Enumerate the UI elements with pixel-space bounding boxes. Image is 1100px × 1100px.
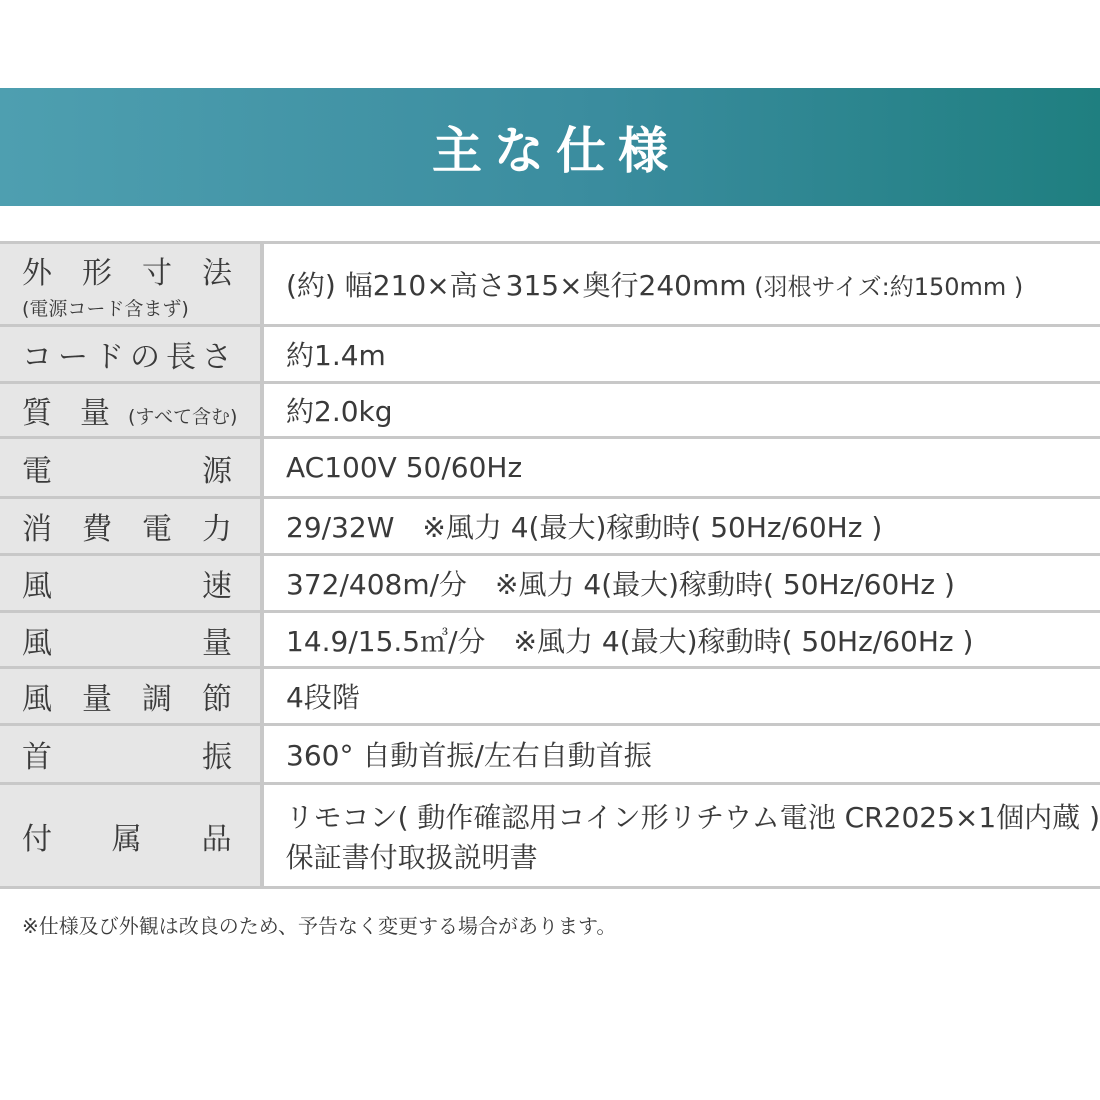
spec-row-wind-speed xyxy=(0,556,1100,613)
spec-value-line2: 保証書付取扱説明書 xyxy=(285,840,538,874)
label-char: 消 xyxy=(22,512,52,547)
spec-value: 4段階 xyxy=(286,681,360,714)
page-title: 主な仕様 xyxy=(432,122,680,180)
label-char: 形 xyxy=(82,255,112,291)
label-char: 費 xyxy=(82,512,112,547)
spec-label-cell xyxy=(0,327,264,381)
label-char: 量 xyxy=(82,682,112,717)
label-char: 電 xyxy=(22,453,52,489)
spec-row-dimensions xyxy=(0,244,1100,327)
spec-label xyxy=(22,618,232,662)
spec-label-cell xyxy=(0,785,264,886)
spec-row-power-consumption xyxy=(0,499,1100,556)
label-char: 法 xyxy=(202,255,232,291)
spec-value: AC100V 50/60Hz xyxy=(286,451,523,484)
spec-label-cell xyxy=(0,384,264,436)
spec-value-cell xyxy=(264,785,1100,886)
label-char: 属 xyxy=(111,821,142,857)
spec-row-accessories xyxy=(0,785,1100,889)
spec-label-cell xyxy=(0,726,264,782)
spec-value-cell xyxy=(264,244,1100,324)
footnote: ※仕様及び外観は改良のため、予告なく変更する場合があります。 xyxy=(22,914,617,938)
spec-row-air-volume xyxy=(0,613,1100,669)
spec-label-cell xyxy=(0,439,264,496)
spec-label-cell xyxy=(0,613,264,666)
spec-label xyxy=(22,732,232,776)
label-char: 風 xyxy=(22,625,52,661)
label-char: ド xyxy=(94,340,124,375)
spec-value: リモコン( 動作確認用コイン形リチウム電池 CR2025×1個内蔵 ) xyxy=(285,800,1100,834)
label-char: 源 xyxy=(202,453,232,489)
spec-row-weight xyxy=(0,384,1100,439)
spec-row-power-source xyxy=(0,439,1100,499)
spec-value-note: (羽根サイズ:約150mm ) xyxy=(746,273,1024,301)
spec-label xyxy=(22,388,238,432)
label-char: 質 xyxy=(22,396,52,431)
label-char: 外 xyxy=(22,255,52,291)
spec-label-sub: (電源コード含まず) xyxy=(22,297,189,320)
spec-label xyxy=(22,332,232,376)
spec-label xyxy=(22,248,232,292)
label-char: 首 xyxy=(22,740,52,775)
header-banner xyxy=(0,88,1100,206)
label-char: 力 xyxy=(202,512,232,547)
spec-label xyxy=(22,814,232,858)
spec-label xyxy=(22,446,232,490)
spec-label-cell xyxy=(0,556,264,610)
spec-value: 14.9/15.5㎥/分 ※風力 4(最大)稼動時( 50Hz/60Hz ) xyxy=(286,624,974,658)
label-char: 電 xyxy=(142,512,172,547)
spec-value: 360° 自動首振/左右自動首振 xyxy=(286,739,652,772)
spec-label xyxy=(22,561,232,605)
spec-value: 372/408m/分 ※風力 4(最大)稼動時( 50Hz/60Hz ) xyxy=(286,568,955,601)
label-char: 量 xyxy=(80,396,110,431)
spec-label-cell xyxy=(0,669,264,723)
spec-value: 約1.4m xyxy=(286,339,386,372)
spec-label-note: (すべて含む) xyxy=(128,406,238,428)
label-char: 長 xyxy=(166,340,196,375)
label-char: コ xyxy=(22,340,52,375)
label-char: 付 xyxy=(22,821,52,857)
label-char: 調 xyxy=(142,682,172,717)
spec-value: (約) 幅210×高さ315×奥行240mm xyxy=(286,269,747,302)
label-char: 風 xyxy=(22,569,52,604)
spec-value: 29/32W ※風力 4(最大)稼動時( 50Hz/60Hz ) xyxy=(286,511,883,544)
spec-label xyxy=(22,504,232,548)
label-char: 風 xyxy=(22,682,52,717)
label-char: 量 xyxy=(202,625,232,661)
label-char: さ xyxy=(202,340,232,375)
label-char: 品 xyxy=(201,821,232,857)
spec-label-cell xyxy=(0,244,264,324)
label-char: 寸 xyxy=(142,255,172,291)
spec-label xyxy=(22,674,232,718)
spec-row-air-adjust xyxy=(0,669,1100,726)
label-char: の xyxy=(130,340,160,375)
label-char: 速 xyxy=(202,569,232,604)
spec-row-cord-length xyxy=(0,327,1100,384)
spec-row-oscillation xyxy=(0,726,1100,785)
spec-table xyxy=(0,241,1100,889)
label-char: 振 xyxy=(202,740,232,775)
label-char: 節 xyxy=(202,682,232,717)
spec-value: 約2.0kg xyxy=(286,395,393,428)
spec-label-cell xyxy=(0,499,264,553)
label-char: ー xyxy=(58,340,88,375)
